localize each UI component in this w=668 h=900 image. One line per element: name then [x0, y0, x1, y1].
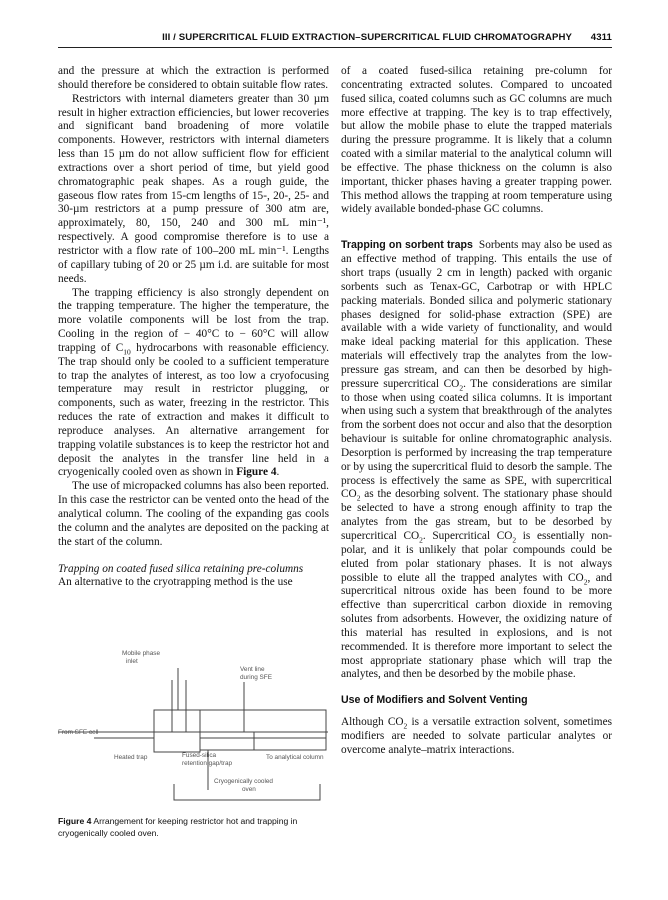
caption-label: Figure 4	[58, 816, 92, 826]
running-title: III / SUPERCRITICAL FLUID EXTRACTION–SUPERCRITICAL FLUID CHROMATOGRAPHY	[162, 32, 572, 43]
paragraph: Restrictors with internal diameters greater than 30 µm result in higher extraction efficiencies, but lower recoveries and significant band broadening of more volatile components. However, restrictors with internal diameters less than 15 µm do not allow sufficient flow for efficient extractions over a short period of time, but yield good chromatographic peak shapes. As a rough guide, the gaseous flow rates from 15-cm lengths of 15-, 20-, 25- and 30-µm restrictors at a pump pressure of 300 atm are, approximately, 80, 150, 240 and 300 mL min⁻¹, respectively. A good compromise therefore is to use a restrictor with a flow rate of 100–200 mL min⁻¹. Lengths of capillary tubing of 20 or 25 µm i.d. are suitable for most needs.	[58, 92, 329, 285]
label-retention-gap: retention gap/trap	[182, 760, 233, 767]
paragraph: of a coated fused-silica retaining pre-column for concentrating extracted solutes. Compared to uncoated fused silica, coated columns such as GC columns are much more effective at trapping. The key is to trap effectively, but allow the mobile phase to elute the trapped materials during the pressure programme. It is likely that a column coated with a similar material to the analytical column will be effective. The phase thickness on the column is also important, thicker phases having a greater trapping power. This method allows the trapping at room temperature using widely available bonded-phase GC columns.	[341, 65, 612, 216]
label-cryogenic: Cryogenically cooled	[214, 778, 273, 785]
label-during-sfe: during SFE	[240, 674, 272, 681]
section-heading: Use of Modifiers and Solvent Venting	[341, 694, 528, 707]
label-to-analytical-column: To analytical column	[266, 754, 324, 761]
figure-reference[interactable]: Figure 4	[236, 466, 277, 479]
label-from-sfe-cell: From SFE cell	[58, 729, 99, 736]
paragraph: The use of micropacked columns has also been reported. In this case the restrictor can be vented onto the head of the analytical column. The cooling of the expanding gas cools the column and the analytes are deposited on the packing at the start of the column.	[58, 480, 329, 548]
label-inlet: inlet	[126, 658, 138, 665]
label-oven: oven	[242, 786, 256, 793]
figure-diagram	[58, 650, 336, 810]
figure-caption	[58, 815, 333, 839]
caption-text: Arrangement for keeping restrictor hot and trapping in cryogenically cooled oven.	[58, 816, 298, 838]
label-mobile-phase: Mobile phase	[122, 650, 161, 657]
running-header	[58, 30, 612, 48]
label-fused-silica: Fused-silica	[182, 752, 217, 759]
label-vent-line: Vent line	[240, 666, 265, 673]
runin-heading: Trapping on sorbent traps	[341, 239, 473, 252]
subsection-heading: Trapping on coated fused silica retaining pre-columns	[58, 562, 304, 575]
left-column	[58, 65, 329, 590]
paragraph: The trapping efficiency is also strongly dependent on the trapping temperature. The higher the temperature, the more volatile components will be lost from the trap. Cooling in the region of − 40°C to − 60°C will allow trapping of $C_{10}$ hydrocarbons with reasonable efficiency. The trap should only be cooled to a sufficient temperature to trap the analytes of interest, as too low a cryofocusing temperature may result in restrictor plugging, or components, such as water, freezing in the restrictor. This reduces the rate of extraction and makes it difficult to reproduce analyses. An alternative arrangement for trapping volatile substances is to keep the restrictor hot and deposit the analytes in the transfer line held in a cryogenically cooled oven as shown in Figure 4.	[58, 286, 329, 479]
page-number: 4311	[590, 32, 612, 43]
paragraph: Although $CO_2$ is a versatile extraction solvent, sometimes modifiers are needed to solvate particular analytes or overcome analyte–matrix interactions.	[341, 716, 612, 756]
heated-trap-box	[154, 710, 200, 752]
paragraph: An alternative to the cryotrapping method is the use	[58, 576, 293, 589]
figure-4	[58, 650, 336, 810]
label-heated-trap: Heated trap	[114, 754, 148, 761]
right-column	[341, 65, 612, 758]
paragraph: Trapping on sorbent traps Sorbents may also be used as an effective method of trapping. This entails the use of short traps (usually 2 cm in length) packed with organic sorbents such as Tenax-GC, Carbotrap or with HPLC packing materials. Bonded silica and polymeric stationary phases designed for solid-phase extraction (SPE) are available with a wide variety of functionality, and would make ideal packing material for this application. These materials will effectively trap the analytes from the low-pressure gas stream, and can then be desorbed by high-pressure supercritical $CO_2$. The considerations are similar to those when using coated silica columns. It is important when using such a system that breakthrough of the analytes from the sorbent does not occur and also that the desorption behaviour is suitable for online chromatographic analysis. Desorption is performed by increasing the trap temperature or by using the supercritical fluid to desorb the sample. The process is effectively the same as SPE, with supercritical $CO_2$ as the desorbing solvent. The stationary phase should be selected to have a strong enough affinity to trap the analytes from the gas stream, but to be desorbed by supercritical $CO_2$. Supercritical $CO_2$ is essentially non-polar, and it is unlikely that polar compounds could be eluted from polar stationary phases. It is not always possible to elute all the trapped analytes with $CO_2$, and supercritical nitrous oxide has been found to be more effective than supercritical carbon dioxide in removing solutes from adsorbents. However, the oxidizing nature of this material has resulted in explosions, and is not recommended. It is therefore more important to select the most appropriate stationary phase which will trap the analytes, and then be desorbed by the mobile phase.	[341, 239, 613, 681]
paragraph: and the pressure at which the extraction is performed should therefore be considered to obtain suitable flow rates.	[58, 65, 329, 91]
